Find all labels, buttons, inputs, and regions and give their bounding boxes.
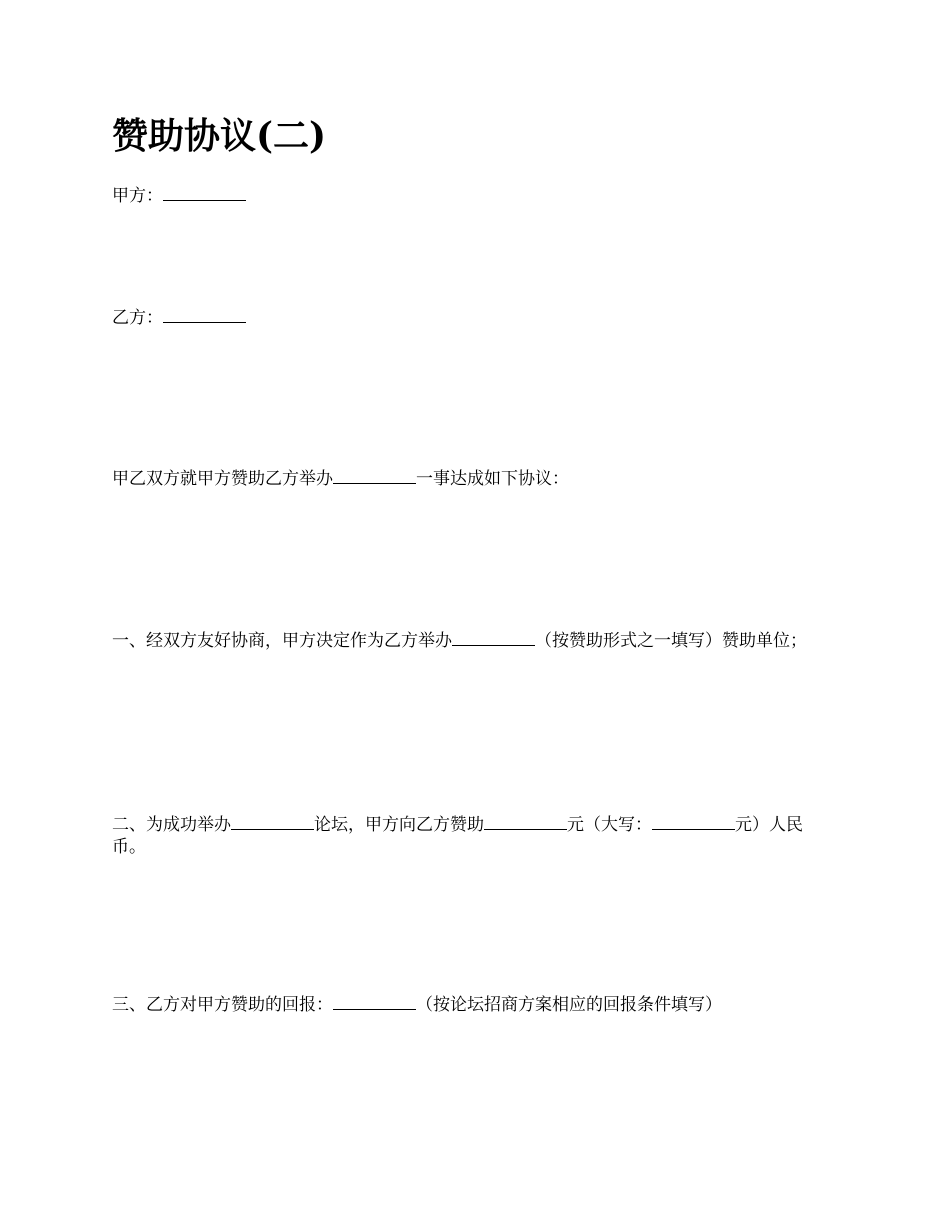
- sponsor-form-blank[interactable]: [452, 629, 535, 646]
- clause-3: [112, 993, 832, 1016]
- forum-name-blank[interactable]: [231, 813, 314, 830]
- clause-1-text-after: （按赞助形式之一填写）赞助单位；: [535, 631, 807, 651]
- party-b-blank[interactable]: [163, 306, 246, 323]
- party-a-label: 甲方：: [112, 186, 163, 206]
- clause-1-text-before: 一、经双方友好协商，甲方决定作为乙方举办: [112, 631, 452, 651]
- return-blank[interactable]: [333, 993, 416, 1010]
- intro-text-before: 甲乙双方就甲方赞助乙方举办: [112, 469, 333, 489]
- clause-1: [112, 629, 832, 652]
- party-a-line: [112, 184, 832, 207]
- clause-2-part-3: 元（大写：: [567, 815, 652, 835]
- party-b-label: 乙方：: [112, 308, 163, 328]
- clause-2-part-1: 二、为成功举办: [112, 815, 231, 835]
- clause-2-part-4: 元）人民币。: [112, 815, 803, 857]
- party-b-line: [112, 306, 832, 329]
- clause-2-part-2: 论坛，甲方向乙方赞助: [314, 815, 484, 835]
- clause-3-text-before: 三、乙方对甲方赞助的回报：: [112, 995, 333, 1015]
- intro-paragraph: [112, 467, 832, 490]
- intro-text-after: 一事达成如下协议：: [416, 469, 569, 489]
- document-title: 赞助协议(二): [112, 115, 327, 157]
- clause-2: [112, 813, 832, 858]
- clause-3-text-after: （按论坛招商方案相应的回报条件填写）: [416, 995, 722, 1015]
- amount-in-words-blank[interactable]: [652, 813, 735, 830]
- event-name-blank[interactable]: [333, 467, 416, 484]
- party-a-blank[interactable]: [163, 184, 246, 201]
- amount-blank[interactable]: [484, 813, 567, 830]
